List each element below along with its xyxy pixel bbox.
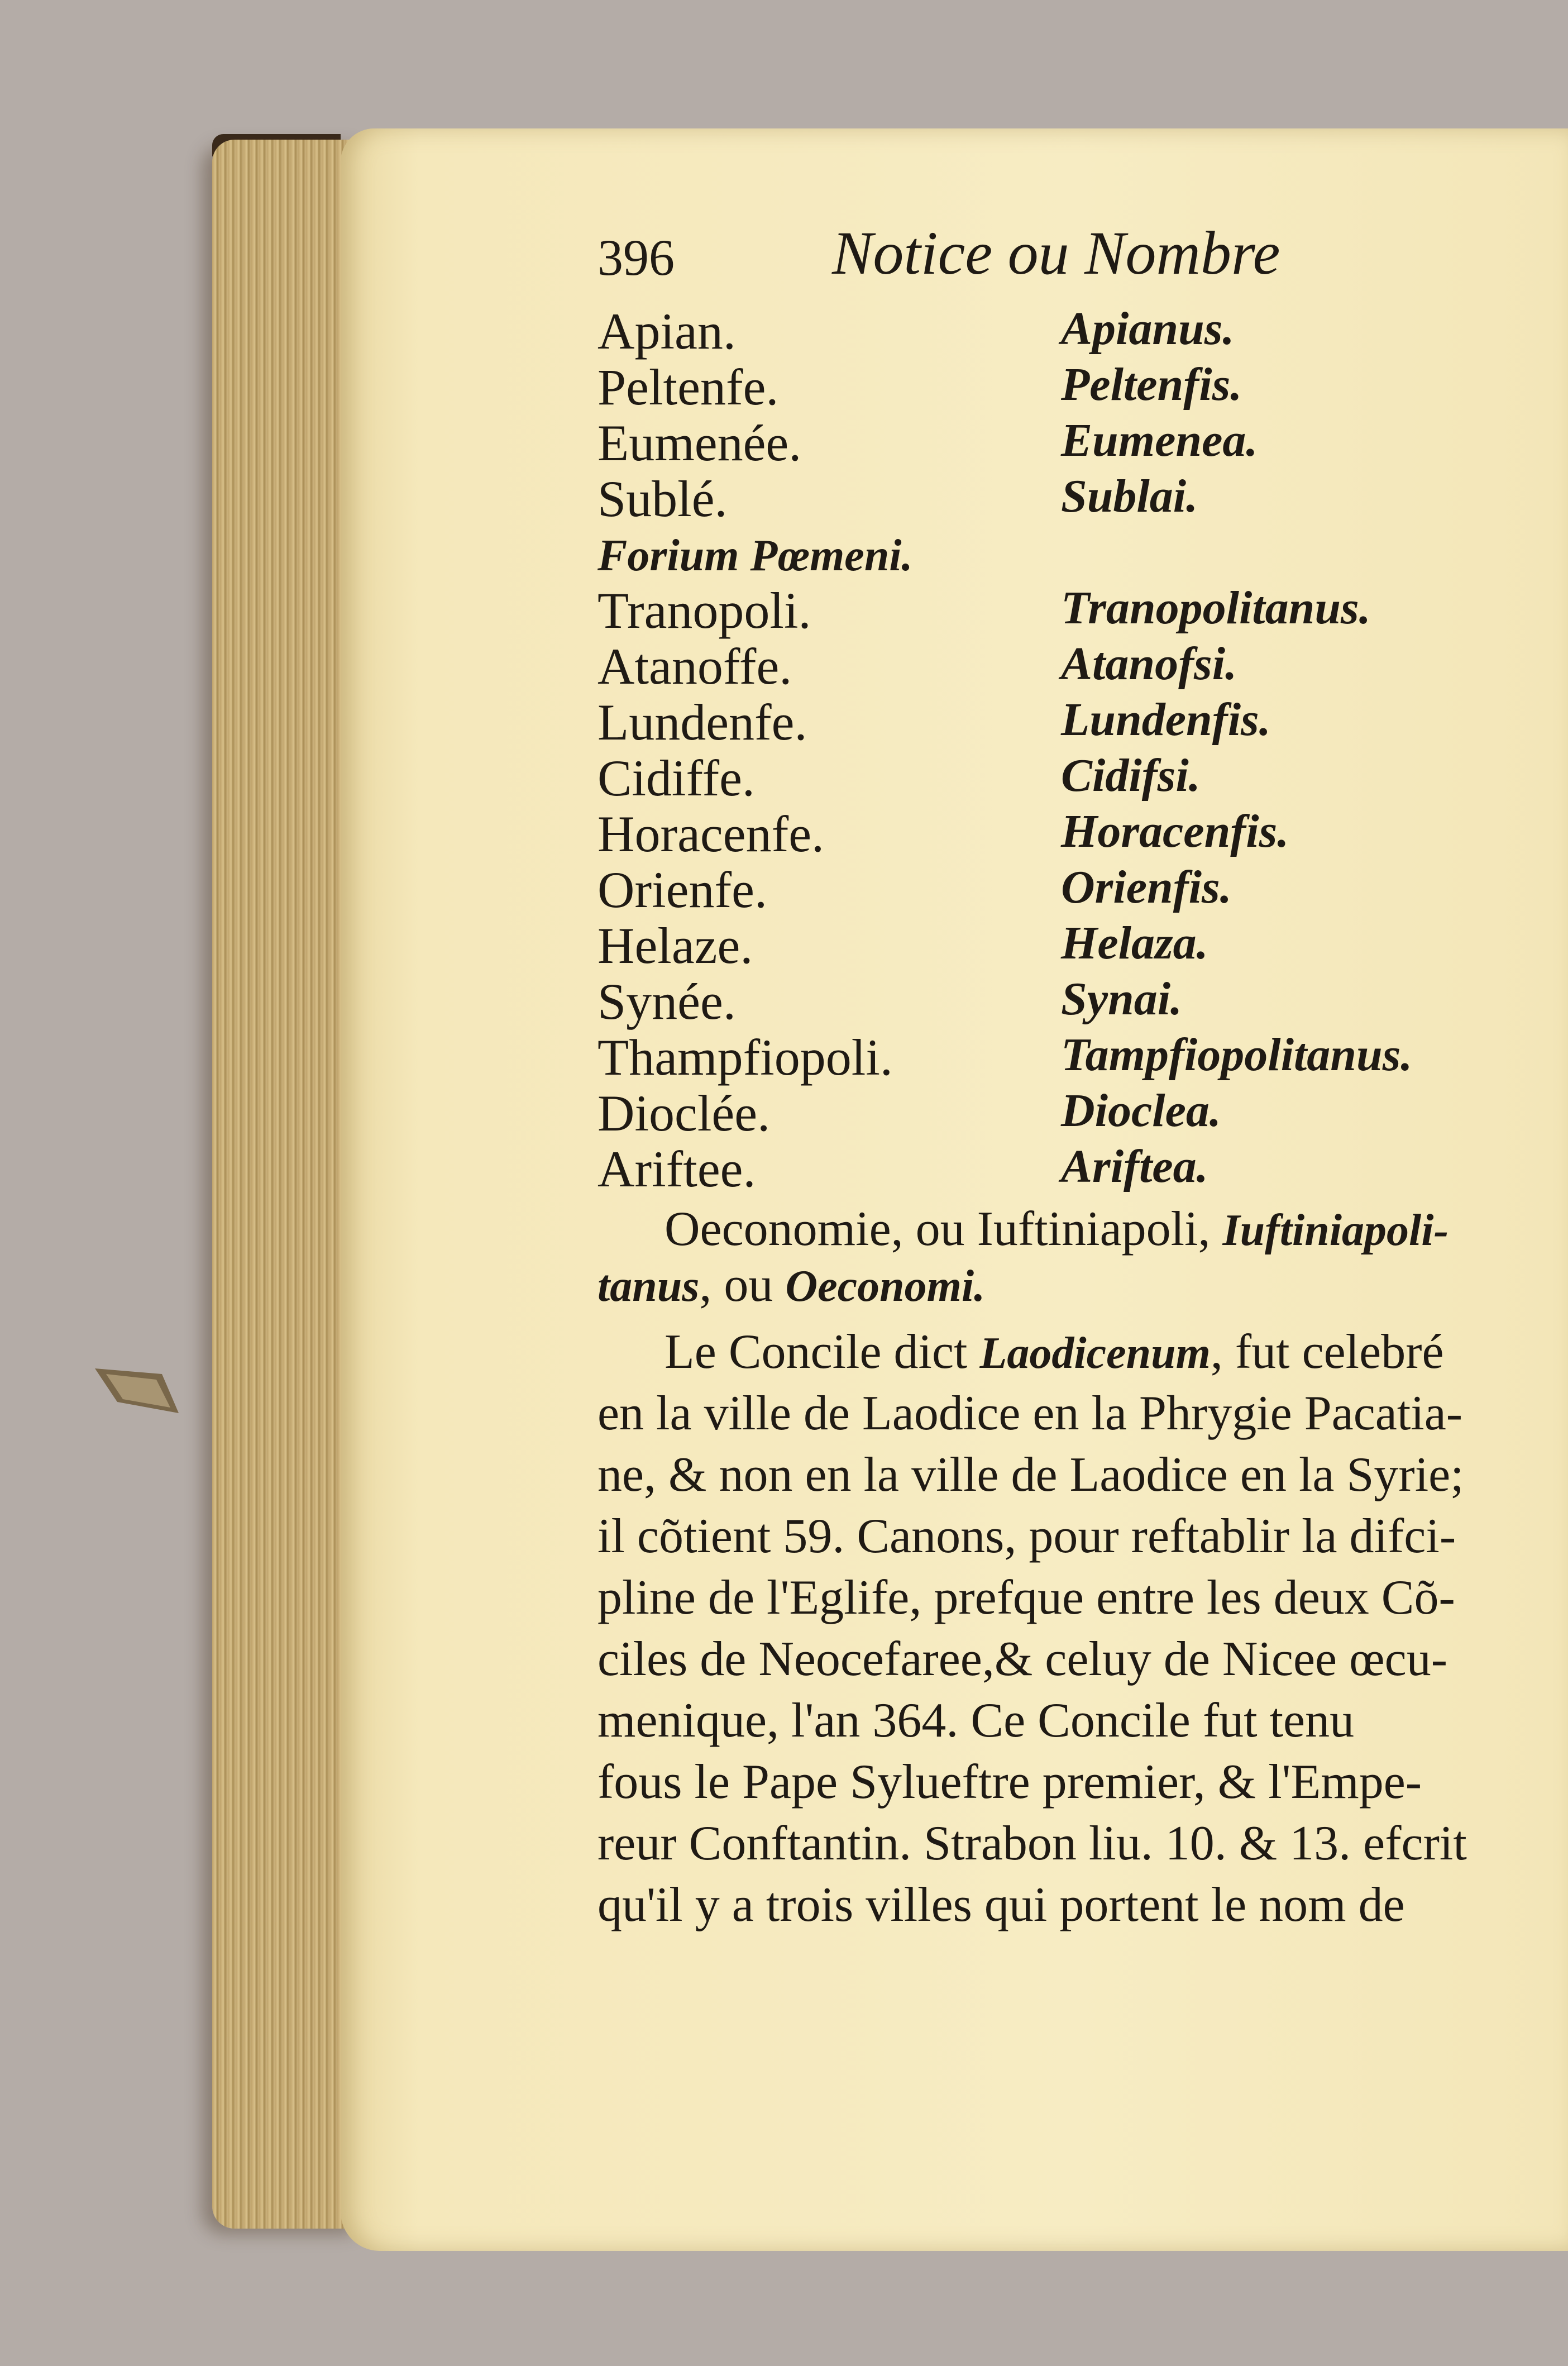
text-run: , fut celebré bbox=[1210, 1325, 1444, 1379]
latin-name: Dioclea. bbox=[1061, 1085, 1221, 1137]
paragraph-line: il cõtient 59. Canons, pour reftablir la difci- bbox=[597, 1509, 1456, 1563]
latin-name: Orienfis. bbox=[1061, 861, 1232, 913]
list-item bbox=[597, 693, 1513, 751]
latin-name: Sublai. bbox=[1061, 470, 1198, 522]
italic-run: Iuftiniapoli- bbox=[1222, 1206, 1449, 1255]
paragraph-line bbox=[665, 1201, 1568, 1257]
french-name: Peltenfe. bbox=[597, 359, 779, 416]
french-name: Apian. bbox=[597, 303, 736, 360]
french-name: Tranopoli. bbox=[597, 582, 811, 639]
list-item bbox=[597, 469, 1513, 525]
list-item bbox=[597, 531, 1513, 586]
list-item bbox=[597, 860, 1513, 916]
paragraph-line: reur Conftantin. Strabon liu. 10. & 13. efcrit bbox=[597, 1816, 1467, 1871]
list-item bbox=[597, 1028, 1513, 1084]
page-number: 396 bbox=[597, 229, 675, 286]
latin-name: Atanofsi. bbox=[1061, 638, 1237, 690]
french-name: Eumenée. bbox=[597, 414, 802, 471]
paragraph-line: fous le Pape Sylueftre premier, & l'Empe- bbox=[597, 1755, 1422, 1809]
latin-name: Eumenea. bbox=[1061, 414, 1258, 466]
list-item bbox=[597, 302, 1513, 360]
latin-name: Synai. bbox=[1061, 973, 1183, 1025]
paragraph-line bbox=[665, 1324, 1568, 1380]
french-name: Helaze. bbox=[597, 917, 753, 974]
bookmark-ribbon bbox=[95, 1352, 184, 1419]
french-name: Dioclée. bbox=[597, 1085, 771, 1142]
french-name: Sublé. bbox=[597, 470, 728, 527]
french-name: Orienfe. bbox=[597, 861, 767, 918]
french-name: Thampfiopoli. bbox=[597, 1029, 893, 1086]
italic-run: tanus bbox=[597, 1262, 700, 1311]
latin-name: Helaza. bbox=[1061, 917, 1208, 969]
list-item bbox=[597, 1139, 1513, 1198]
french-name: Lundenfe. bbox=[597, 694, 807, 751]
latin-name: Ariftea. bbox=[1061, 1141, 1208, 1192]
latin-name: Horacenfis. bbox=[1061, 805, 1289, 857]
french-name: Horacenfe. bbox=[597, 805, 825, 862]
italic-run: Laodicenum bbox=[979, 1329, 1211, 1378]
list-item bbox=[597, 637, 1513, 693]
list-item bbox=[597, 413, 1513, 469]
latin-name: Tampfiopolitanus. bbox=[1061, 1029, 1413, 1081]
french-name: Ariftee. bbox=[597, 1141, 756, 1198]
list-item bbox=[597, 357, 1513, 416]
paragraph-line: pline de l'Eglife, prefque entre les deux Cõ- bbox=[597, 1571, 1455, 1625]
french-name: Synée. bbox=[597, 973, 736, 1030]
list-item bbox=[597, 972, 1513, 1028]
list-item bbox=[597, 748, 1513, 807]
list-item bbox=[597, 804, 1513, 860]
text-run: Le Concile dict bbox=[665, 1325, 980, 1379]
latin-name: Apianus. bbox=[1061, 303, 1235, 355]
paragraph-line: ne, & non en la ville de Laodice en la Syrie; bbox=[597, 1448, 1464, 1502]
text-run: , ou bbox=[699, 1258, 786, 1312]
text-run: Oeconomie, ou Iuftiniapoli, bbox=[665, 1202, 1223, 1256]
list-item bbox=[597, 916, 1513, 972]
italic-run: Oeconomi. bbox=[785, 1262, 986, 1311]
french-name: Cidiffe. bbox=[597, 750, 755, 807]
running-title: Notice ou Nombre bbox=[832, 219, 1280, 287]
latin-name: Lundenfis. bbox=[1061, 694, 1271, 746]
paragraph-line: menique, l'an 364. Ce Concile fut tenu bbox=[597, 1694, 1355, 1748]
french-name: Atanoffe. bbox=[597, 638, 792, 695]
page-header bbox=[597, 212, 1513, 302]
list-item bbox=[597, 1084, 1513, 1142]
list-item bbox=[597, 581, 1513, 637]
paragraph-line: qu'il y a trois villes qui portent le nom de bbox=[597, 1878, 1405, 1932]
paragraph-line: en la ville de Laodice en la Phrygie Pacatia- bbox=[597, 1386, 1463, 1440]
latin-name: Cidifsi. bbox=[1061, 750, 1201, 802]
paragraph-line: ciles de Neocefaree,& celuy de Nicee œcu- bbox=[597, 1632, 1447, 1686]
latin-name: Tranopolitanus. bbox=[1061, 582, 1371, 634]
paragraph-line bbox=[597, 1257, 1513, 1313]
latin-name: Peltenfis. bbox=[1061, 359, 1242, 411]
french-name: Forium Pœmeni. bbox=[597, 531, 913, 580]
